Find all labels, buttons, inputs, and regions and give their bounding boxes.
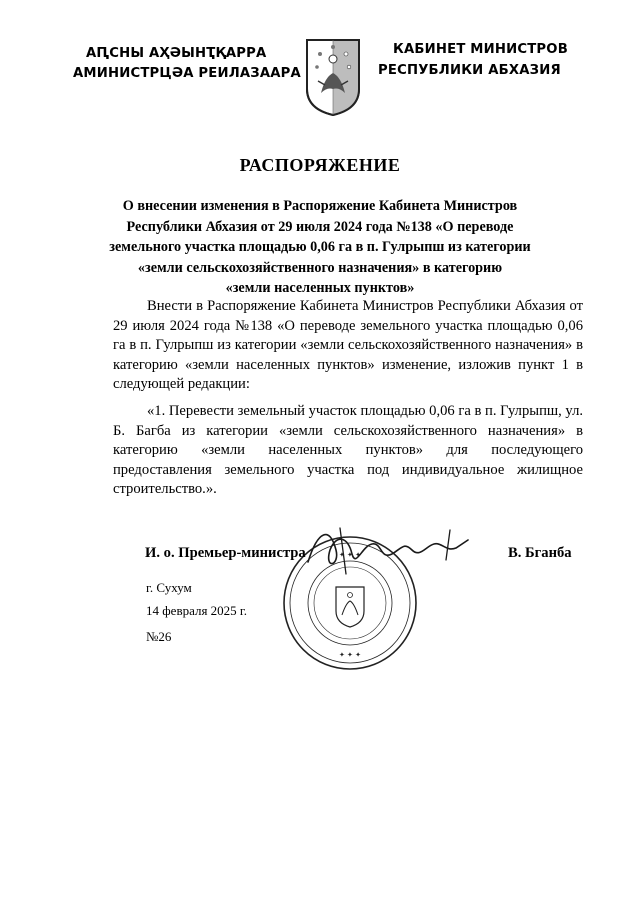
document-date: 14 февраля 2025 г. xyxy=(146,603,248,618)
document-title: РАСПОРЯЖЕНИЕ xyxy=(239,155,401,175)
signer-position: И. о. Премьер-министра xyxy=(145,545,306,561)
subject-line: земельного участка площадью 0,06 га в п. Гулрыпш из категории xyxy=(109,239,531,255)
svg-text:✦ ✦ ✦: ✦ ✦ ✦ xyxy=(338,651,362,659)
subject-line: «земли населенных пунктов» xyxy=(225,280,415,296)
document-city: г. Сухум xyxy=(146,580,192,595)
header-right-line2: РЕСПУБЛИКИ АБХАЗИЯ xyxy=(378,63,561,78)
signer-name: В. Бганба xyxy=(508,545,572,561)
handwritten-signature-icon xyxy=(300,520,480,580)
svg-text:✦ ✦ ✦: ✦ ✦ ✦ xyxy=(338,551,362,559)
subject-line: О внесении изменения в Распоряжение Кабинета Министров xyxy=(122,198,518,214)
subject-line: Республики Абхазия от 29 июля 2024 года №138 «О переводе xyxy=(126,218,514,235)
header-left-line1: АԤСНЫ АҲӘЫНҬҚАРРА xyxy=(86,46,267,61)
header-right-line1: КАБИНЕТ МИНИСТРОВ xyxy=(393,42,568,57)
body-paragraph-1: Внести в Распоряжение Кабинета Министров Республики Абхазия от 29 июля 2024 года №138 «О переводе земельного участка площадью 0,06 га в п. Гулрыпш из категории «земли сельскохозяйственного назначения» в категорию «земли населенных пунктов» изменение, изложив пункт 1 в следующей редакции: xyxy=(113,298,583,393)
document-number: №26 xyxy=(146,629,172,644)
body-paragraph-2: «1. Перевести земельный участок площадью 0,06 га в п. Гулрыпш, ул. Б. Багба из категории «земли сельскохозяйственного назначения» в категорию «земли населенных пунктов» для последующего предоставления земельного участка под индивидуальное жилищное строительство.». xyxy=(113,403,583,498)
header-left-line2: АМИНИСТРЦӘА РЕИЛАЗААРА xyxy=(73,66,301,81)
document-subject xyxy=(100,196,540,299)
abkhazia-emblem-icon xyxy=(303,37,363,117)
subject-line: «земли сельскохозяйственного назначения» в категорию xyxy=(137,259,503,276)
